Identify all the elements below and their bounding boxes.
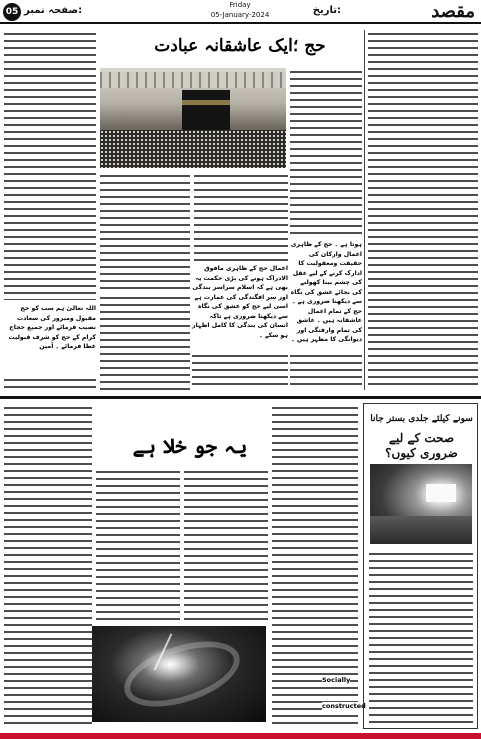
text-column-left-lower xyxy=(4,376,96,390)
bed-shape xyxy=(370,516,472,544)
galaxy-spiral-arm xyxy=(116,629,247,719)
issue-date: 05-January-2024 xyxy=(210,11,270,19)
sleep-headline xyxy=(368,412,475,461)
hajj-headline: حج ؛ایک عاشقانہ عبادت xyxy=(154,36,326,56)
section-divider xyxy=(0,396,481,399)
sleep-text-col xyxy=(369,550,473,726)
text-column-center-a xyxy=(100,172,190,292)
text-column-center-b xyxy=(194,172,288,262)
page-number-badge: 05 xyxy=(3,3,21,21)
date-label: تاریخ: xyxy=(312,5,341,16)
text-column-mid-right xyxy=(290,68,362,238)
space-text-col-3 xyxy=(184,468,268,622)
laptop-screen xyxy=(426,484,456,502)
inline-label-constructed: constructed xyxy=(322,702,366,710)
space-text-col-1 xyxy=(4,404,92,728)
sleep-headline-line1: سونے کیلئے جلدی بستر جانا xyxy=(370,414,473,424)
space-headline: یہ جو خلا ہے xyxy=(132,434,248,458)
hajj-highlight-text: ہوتا ہے ۔ حج کے ظاہری اعمال وارکان کی حقیقت ومعقولیت کا ادارک کرنے کے لیے عقل کی چشم بینا کھولنے کی بجائے عشق کی نگاہ سے دیکھنا ضروری ہے ۔ حج کے تمام اعمال عاشقانہ ہیں ۔ عاشق کی تمام وارفتگی اور دیوانگی کا مظہر ہیں ۔ xyxy=(290,241,362,343)
inline-label-socially: Socially xyxy=(322,676,351,684)
footer-color-band xyxy=(0,733,481,739)
space-text-col-2 xyxy=(96,468,180,622)
text-column-center-c xyxy=(192,352,288,390)
pilgrims-crowd xyxy=(100,130,286,168)
hajj-closing-prayer: اللہ تعالیٰ ہم سب کو حج مقبول ومبرور کی سعادت نصیب فرمائے اور جمیع حجاج کرام کے حج کو شرف قبولیت عطا فرمائے ۔ آمین xyxy=(8,305,96,350)
issue-day: Friday xyxy=(229,1,251,9)
text-column-left xyxy=(4,30,96,300)
kiswa-band xyxy=(182,100,230,105)
kaaba-photo xyxy=(100,68,286,168)
sleep-photo xyxy=(370,464,472,544)
sleep-headline-line2: صحت کے لیے ضروری کیوں؟ xyxy=(385,431,458,460)
masthead xyxy=(0,0,481,24)
galaxy-photo xyxy=(92,626,266,722)
haram-arches xyxy=(100,72,286,88)
newspaper-logo: مقصد xyxy=(431,1,475,22)
hajj-quote-text: اعمال حج کے ظاہری مافوق الادراک ہونے کی بڑی حکمت یہ بھی ہے کہ اسلام سراسر بندگی اور سر افگندگی کی عمارت ہے اسی لیے حج کو عشق کی نگاہ سے دیکھنا ضروری ہے تاکہ انسان کی بندگی کا کامل اظہار ہو سکے ۔ xyxy=(192,265,288,339)
column-rule xyxy=(364,30,365,390)
text-column-mid-right-lower xyxy=(290,352,362,390)
text-column-center-d xyxy=(100,294,190,390)
page-number-label: صفحہ نمبر: xyxy=(24,5,83,16)
sleep-article-box xyxy=(363,403,478,729)
text-column-right xyxy=(368,30,478,390)
